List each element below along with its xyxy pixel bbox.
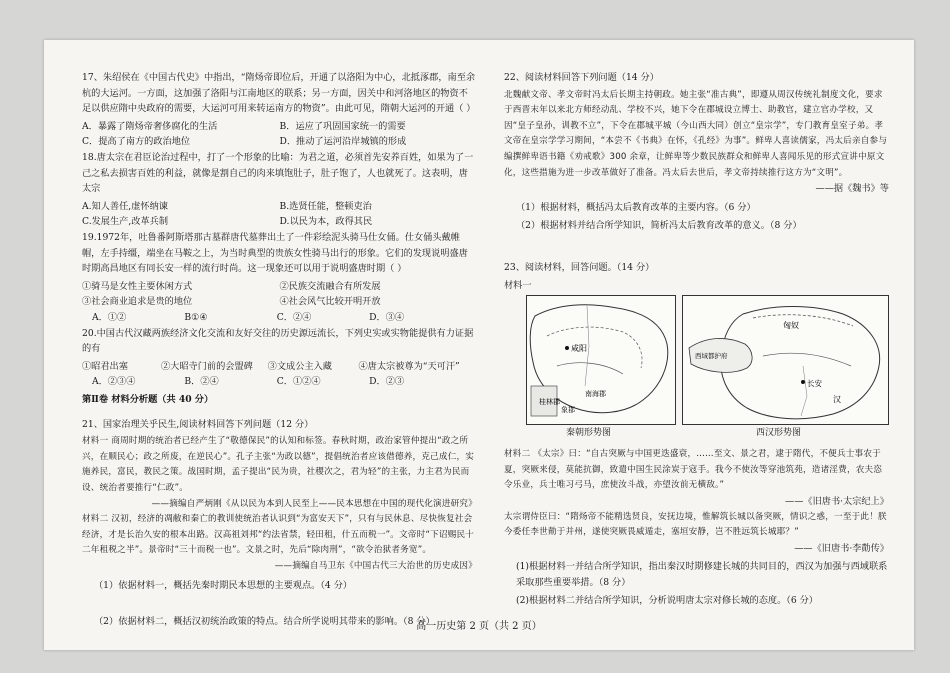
q20-option-c: C．①②④: [276, 376, 321, 388]
q19-item-1: ①骑马是女性主要休闲方式: [82, 280, 193, 292]
q17-option-d: D．推动了运河沿岸城镇的形成: [279, 136, 407, 148]
q19-item-3: ③社会商业追求是贵的地位: [82, 296, 193, 308]
q23-sub2: (2)根据材料二并结合所学知识，分析说明唐太宗对修长城的态度。（6 分）: [516, 595, 818, 607]
q17-text: 17、朱绍侯在《中国古代史》中指出，“隋炀帝即位后，开通了以洛阳为中心，北抵涿郡，南至余杭的大运河。一方面，这加强了洛阳与江南地区的联系；另一方面，因关中和河洛地区的物资不足以供应隋中央政府的需要，大运河可用来转运南方的物资”。由此可见，隋朝大运河的开通（ ）: [82, 72, 476, 115]
q22-sub1: （1）根据材料，概括冯太后教育改革的主要内容。（6 分）: [516, 201, 756, 213]
q21-source1: ——摘编自严炳刚《从以民为本到人民至上——民本思想在中国的现代化演进研究》: [151, 498, 477, 509]
q19-item-4: ④社会风气比较开明开放: [279, 296, 381, 308]
q20-text: 20.中国古代汉藏两族经济文化交流和友好交往的历史源远流长，下列史实或实物能提供有力证据的有: [82, 327, 474, 355]
q23-text: 23、阅读材料，回答问题。（14 分）: [504, 261, 655, 273]
q23-maps: [504, 295, 889, 447]
qin-map-graphic: [527, 296, 675, 424]
qin-dynasty-map: [526, 295, 676, 425]
q20-item-1: ①昭君出塞: [82, 360, 128, 372]
q22-material: 北魏献文帝、孝文帝时冯太后长期主持朝政。她主张“准古典”，即遵从周汉传统礼制度文化，要求于西晋末年以来北方师经动乱、学校不兴，她下令在郡城设立博士、助教官，建立官办学校，又因“皇子皇孙，训教不立”，下令在郡城平城（今山西大同）创立“皇宗学”，专门教育皇室子弟。孝文帝在皇宗学学习期间，“本尝不《书典》在怀，《孔经》为事”。鲜卑人喜读儒家，冯太后亲自参与编撰鲜卑语书籍《劝戒歌》300 余章，让鲜卑等少数民族群众和鲜卑人喜闻乐见的形式宣讲中原文化，这些措施为进一步改革做好了准备。冯太后去世后，孝文帝持续推行这方为“文明”。: [504, 89, 888, 178]
q21-sub1: （1）依据材料一，概括先秦时期民本思想的主要观点。（4 分）: [94, 579, 353, 591]
map1-label-nanhai: 南海郡: [585, 390, 606, 399]
q21-sub2: （2）依据材料二，概括汉初统治政策的特点。结合所学说明其带来的影响。（8 分）: [94, 616, 435, 628]
q21-material1: 材料一 商周时期的统治者已经产生了“敬德保民”的认知和标签。春秋时期，政治家管仲提出“政之所兴，在顺民心；政之所废，在逆民心”。孔子主张“为政以德”，提倡统治者应该借德养，克己成仁，实施养民，富民，教民之策。战国时期，孟子提出“民为贵，社稷次之，君为轻”的主张，力主君为民而设、统治者要推行“仁政”。: [82, 436, 475, 494]
map1-label-guilin: 桂林郡: [539, 398, 560, 407]
q23-sub1: (1)根据材料一并结合所学知识，指出秦汉时期修建长城的共同目的，西汉为加强与西域联系采取那些重要举措。（8 分）: [516, 561, 888, 588]
q19-item-2: ②民族交流融合有所发展: [279, 280, 381, 292]
q18-option-d: D.以民为本，政得其民: [279, 216, 373, 228]
q22-source: ——据《魏书》等: [815, 183, 889, 195]
page-footer: 高一历史第 2 页（共 2 页）: [416, 621, 542, 632]
q20-options: [82, 374, 477, 390]
q17-options: [82, 119, 477, 150]
q23-source3: ——《旧唐书·李勣传》: [794, 542, 889, 554]
q18-option-b: B.选贤任能，整顿吏治: [279, 200, 372, 212]
qin-map-caption: 秦朝形势图: [566, 428, 612, 439]
left-column: [82, 70, 477, 630]
map1-label-xianyang: 咸阳: [571, 344, 587, 354]
q18-option-c: C.发展生产,改革兵制: [82, 216, 169, 228]
q23-material2: 材料二 《太宗》曰：“自古突厥与中国更迭盛衰，……至文、景之君，逮于隋代，不便兵士事农于夏，突厥来侵，莫能抗御，致遣中国生民涂炭于寇手。我今不使汝等穿池筑苑，造诸淫费，农夫恣令乐业，兵士唯习弓马，庶使汝斗战，亦望汝前无横敌。”: [504, 449, 883, 491]
q20-option-a: A．②③④: [92, 376, 136, 388]
map1-label-xiang: 象郡: [561, 406, 575, 415]
q18-text: 18.唐太宗在君臣论治过程中，打了一个形象的比喻：为君之道，必须首先安养百姓，如果为了一己之私去损害百姓的利益，就像是割自己的肉来填饱肚子，肚子饱了，人也就死了。这表明，唐太宗: [82, 151, 474, 195]
q19-items: [82, 279, 477, 310]
exam-page: [44, 40, 914, 650]
q19-option-d: D．③④: [369, 311, 405, 323]
q23-material3: 太宗谓侍臣曰：“隋炀帝不能精选贤良，安抚边境，惟解筑长城以备突厥，情识之惑，一至于此！朕今委任李世勣于并州，遂使突厥畏威遁走，塞垣安静，岂不胜远筑长城耶？”: [504, 511, 887, 538]
q21-source2: ——摘编自马卫东《中国古代三大治世的历史成因》: [274, 561, 477, 571]
section-title: 第Ⅱ卷 材料分析题（共 40 分）: [82, 393, 214, 405]
q19-options: [82, 310, 477, 326]
q17-option-c: C．提高了南方的政治地位: [82, 136, 191, 148]
q18-options: [82, 199, 477, 230]
q20-item-2: ②大昭寺门前的会盟碑: [161, 360, 253, 372]
map2-label-xiongnu: 匈奴: [783, 321, 799, 331]
right-column: [504, 70, 889, 609]
q19-option-b: B①④: [184, 311, 208, 323]
q19-option-c: C．②④: [276, 311, 312, 323]
q20-option-d: D．②③: [369, 376, 405, 388]
q23-source2: ——《旧唐书·太宗纪上》: [785, 495, 889, 507]
western-han-map: [682, 295, 889, 425]
han-map-caption: 西汉形势图: [756, 428, 802, 439]
map2-label-xiyu: 西域都护府: [695, 352, 728, 361]
q22-text: 22、阅读材料回答下列问题（14 分）: [504, 72, 659, 83]
q17-option-a: A．暴露了隋炀帝奢侈腐化的生活: [82, 120, 218, 132]
q20-option-b: B．②④: [184, 376, 219, 388]
q20-item-4: ④唐太宗被尊为“天可汗”: [358, 360, 460, 372]
q20-items: [82, 359, 477, 375]
map2-label-changan: 长安: [807, 379, 822, 389]
q18-option-a: A.知人善任,虚怀纳谏: [82, 200, 168, 212]
han-map-graphic: [683, 296, 888, 424]
q20-item-3: ③文成公主入藏: [267, 360, 332, 372]
q21-text: 21、国家治理关乎民生,阅读材料回答下列问题（12 分）: [82, 418, 314, 430]
q22-sub2: （2）根据材料并结合所学知识，简析冯太后教育改革的意义。（8 分）: [516, 220, 802, 232]
map2-label-han: 汉: [833, 395, 841, 405]
q23-material1-label: 材料一: [504, 279, 532, 291]
q19-text: 19.1972年，吐鲁番阿斯塔那古墓群唐代墓葬出土了一件彩绘泥头骑马仕女俑。仕女俑头戴帷帽，左手持缰，端坐在马鞍之上，为当时典型的贵族女性骑马出行的形象。它们的发现说明盛唐时期高昌地区有同长安一样的流行时尚。这一现象还可以用于说明盛唐时期（ ）: [82, 231, 468, 275]
q17-option-b: B．运应了巩固国家统一的需要: [279, 120, 406, 132]
q19-option-a: A．①②: [92, 311, 127, 323]
q21-material2: 材料二 汉初，经济的凋敝和秦亡的教训使统治者认识到“为富安天下”，只有与民休息、尽快恢复社会经济，才是长治久安的根本出路。汉高祖刘邦“约法省禁，轻田租，什五而税一”。文帝时“下诏赐民十二年租税之半”。景帝时“三十而税一也”。文景之时，先后“除肉刑”，“欲令治狱者务宽”。: [82, 514, 475, 556]
